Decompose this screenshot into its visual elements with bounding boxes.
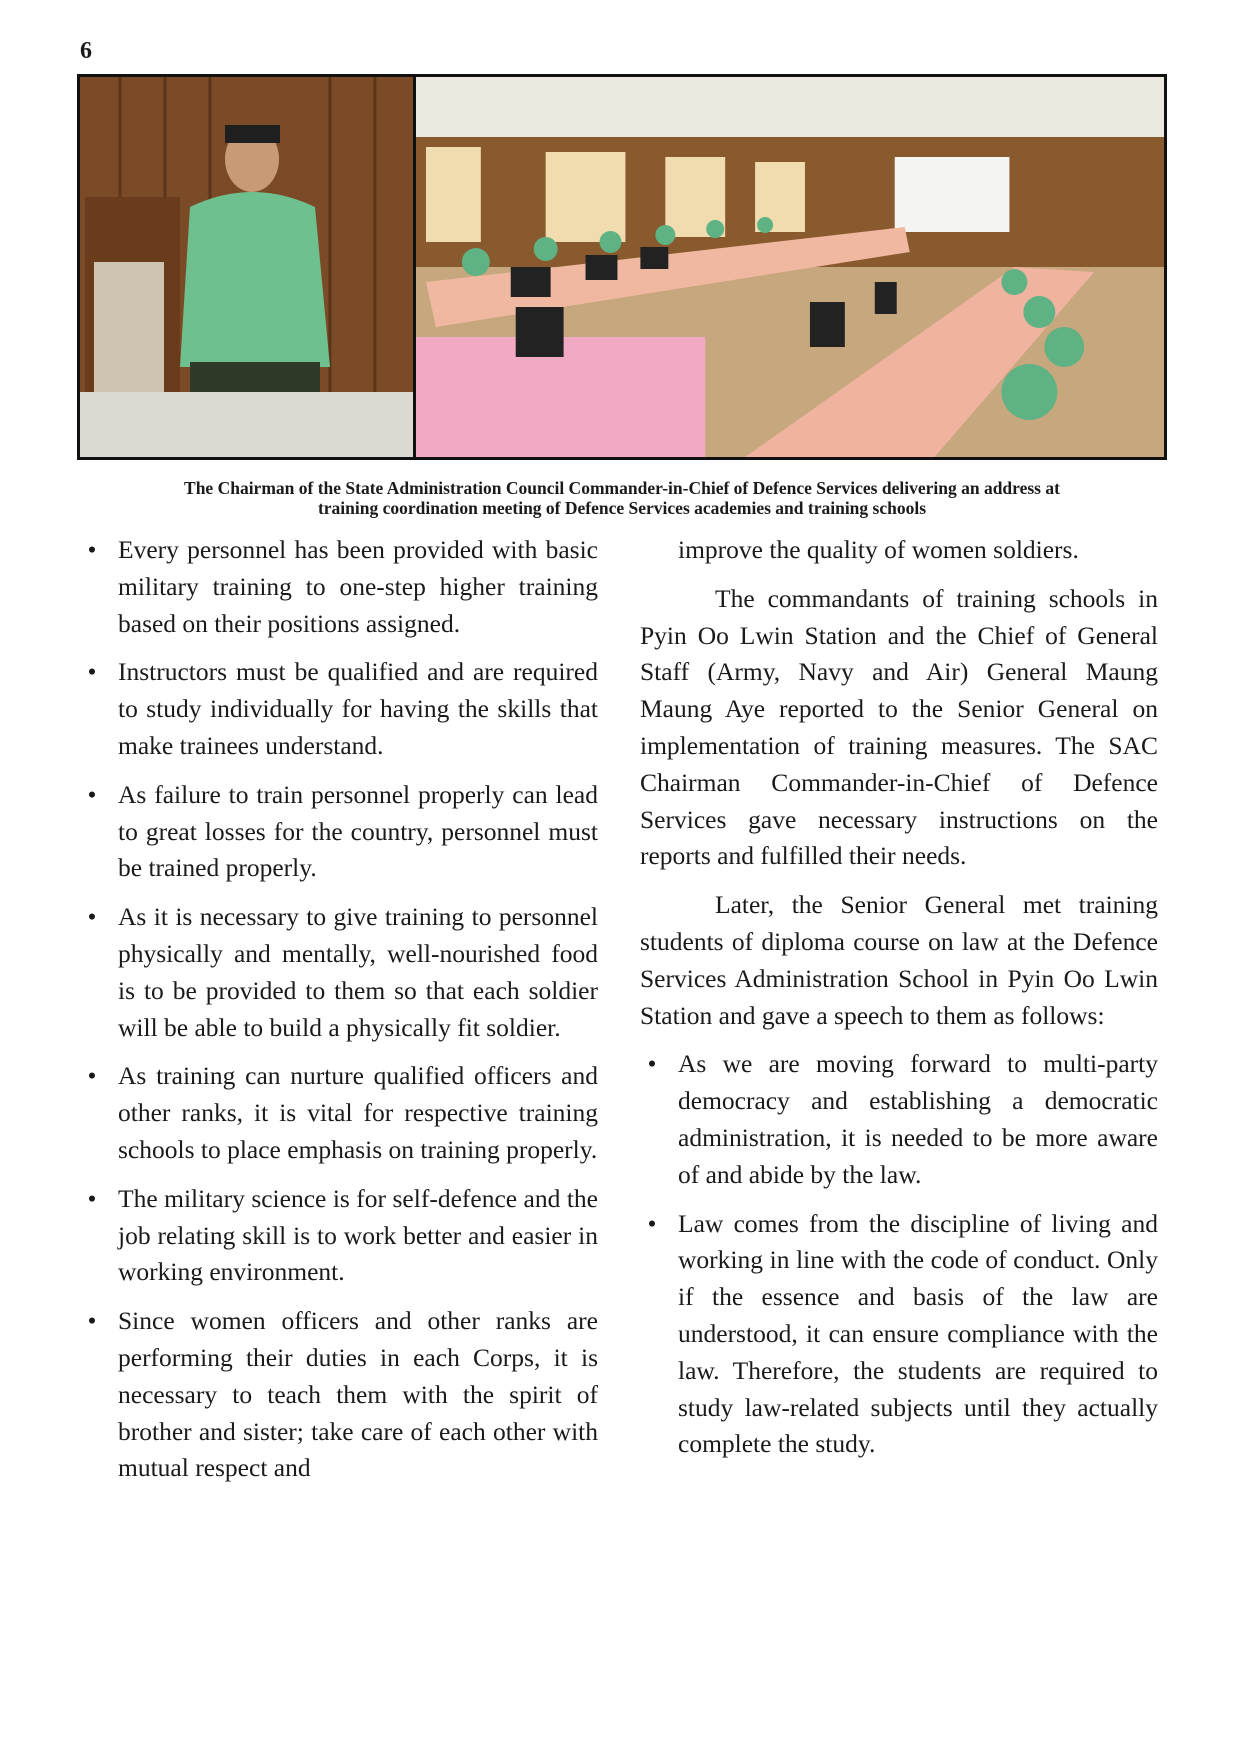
bullet-icon: •: [87, 779, 97, 809]
paragraph-law-course-meeting: Later, the Senior General met training students of diploma course on law at the Defence Services Administration School in Pyin Oo Lwin Station and gave a speech to them as follows:: [640, 890, 1158, 1030]
list-item: • As it is necessary to give training to personnel physically and mentally, well-nourished food is to be provided to them so that each soldier will be able to build a physically fit soldier.: [80, 899, 598, 1046]
bullet-icon: •: [87, 1183, 97, 1213]
standing-officer-photo-icon: [80, 77, 413, 457]
right-column: [640, 532, 1158, 1475]
list-item: • Law comes from the discipline of living and working in line with the code of conduct. Only if the essence and basis of the law are understood, it can ensure compliance with the law. Therefore, the students are required to study law-related subjects until they actually complete the study.: [640, 1206, 1158, 1464]
list-item: • As we are moving forward to multi-party democracy and establishing a democratic administration, it is needed to be more aware of and abide by the law.: [640, 1046, 1158, 1193]
left-bullet-list: [80, 532, 598, 1487]
list-item: • Instructors must be qualified and are required to study individually for having the skills that make trainees understand.: [80, 654, 598, 764]
meeting-hall-photo-icon: [416, 77, 1164, 457]
bullet-icon: •: [87, 1061, 97, 1091]
bullet-icon: •: [647, 1208, 657, 1238]
caption-line-2: training coordination meeting of Defence Services academies and training schools: [317, 498, 927, 518]
bullet-icon: •: [87, 902, 97, 932]
caption-line-1: The Chairman of the State Administration Council Commander-in-Chief of Defence Services delivering an address at: [184, 478, 1060, 498]
bullet-icon: •: [647, 1049, 657, 1079]
right-bullet-list: [640, 1046, 1158, 1463]
standing-officer-photo: [80, 77, 413, 457]
paragraph-commandants-report: The commandants of training schools in Pyin Oo Lwin Station and the Chief of General Staff (Army, Navy and Air) General Maung Maung Aye reported to the Senior General on implementation of training measures. The SAC Chairman Commander-in-Chief of Defence Services gave necessary instructions on the reports and fulfilled their needs.: [640, 583, 1158, 871]
list-item: • As training can nurture qualified officers and other ranks, it is vital for respective training schools to place emphasis on training properly.: [80, 1058, 598, 1168]
photo-frame: [77, 74, 1167, 460]
left-column: [80, 532, 598, 1499]
list-item: • As failure to train personnel properly can lead to great losses for the country, personnel must be trained properly.: [80, 777, 598, 887]
bullet-icon: •: [87, 535, 97, 564]
bullet-icon: •: [87, 1306, 97, 1336]
bullet-continuation: improve the quality of women soldiers.: [678, 535, 1079, 564]
meeting-hall-photo: [416, 77, 1164, 457]
list-item: • Since women officers and other ranks are performing their duties in each Corps, it is necessary to teach them with the spirit of brother and sister; take care of each other with mutual respect and: [80, 1303, 598, 1487]
page-number: 6: [80, 38, 92, 64]
photo-caption: [77, 478, 1167, 518]
bullet-icon: •: [87, 657, 97, 687]
list-item: • The military science is for self-defence and the job relating skill is to work better and easier in working environment.: [80, 1181, 598, 1291]
list-item: • Every personnel has been provided with basic military training to one-step higher training based on their positions assigned.: [80, 532, 598, 642]
